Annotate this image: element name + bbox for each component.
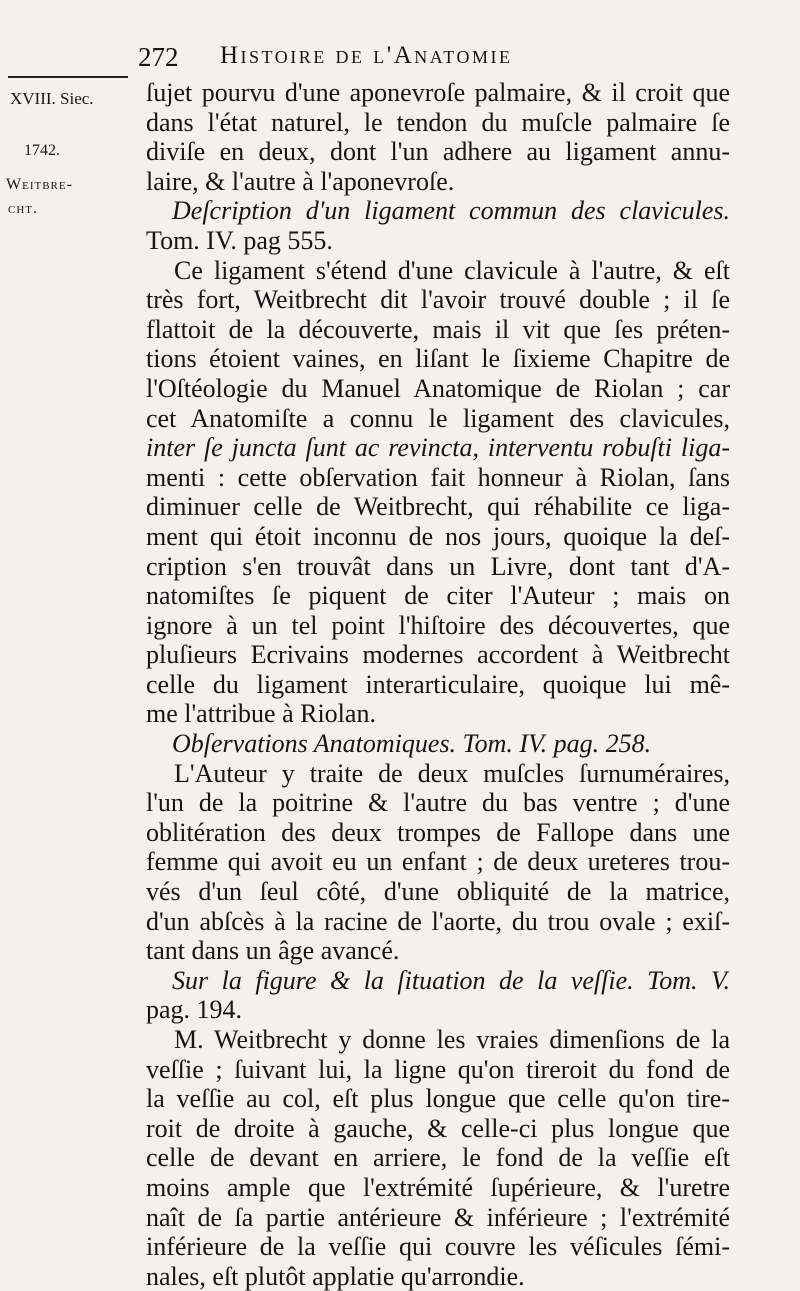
text-line: ignore à un tel point l'hiſtoire des découvertes, que	[146, 610, 730, 640]
text-line: Obſervations Anatomiques. Tom. IV. pag. 258.	[172, 729, 652, 759]
text-line: l'un de la poitrine & l'autre du bas ventre ; d'une	[146, 788, 730, 818]
page-number: 272	[138, 42, 179, 72]
text-line: me l'attribue à Riolan.	[146, 699, 376, 729]
text-line: diviſe en deux, dont l'un adhere au ligament annu-	[146, 137, 730, 167]
text-line: la veſſie au col, eſt plus longue que celle qu'on tire-	[146, 1084, 730, 1114]
text-line: inférieure de la veſſie qui couvre les véſicules ſémi-	[146, 1232, 730, 1262]
text-line: ſujet pourvu d'une aponevroſe palmaire, & il croit que	[146, 78, 730, 107]
margin-year: 1742.	[24, 142, 60, 159]
body-text	[146, 78, 730, 1291]
text-line: diminuer celle de Weitbrecht, qui réhabilite ce liga-	[146, 492, 730, 522]
text-line: nales, eſt plutôt applatie qu'arrondie.	[146, 1261, 525, 1291]
text-line: Deſcription d'un ligament commun des clavicules.	[172, 196, 730, 226]
text-line: naît de ſa partie antérieure & inférieure ; l'extrémité	[146, 1202, 730, 1232]
text-line: moins ample que l'extrémité ſupérieure, & l'uretre	[146, 1172, 730, 1202]
text-line: l'Oſtéologie du Manuel Anatomique de Riolan ; car	[146, 373, 730, 403]
text-line: natomiſtes ſe piquent de citer l'Auteur ; mais on	[146, 581, 730, 611]
text-line: celle de devant en arriere, le fond de la veſſie eſt	[146, 1143, 730, 1173]
text-line: tant dans un âge avancé.	[146, 936, 400, 966]
text-line: Sur la figure & la ſituation de la veſſie. Tom. V.	[172, 965, 730, 995]
page-header	[138, 40, 738, 76]
text-line: celle du ligament interarticulaire, quoique lui mê-	[146, 669, 730, 699]
text-line: cription s'en trouvât dans un Livre, dont tant d'A-	[146, 551, 730, 581]
text-line: inter ſe juncta ſunt ac revincta, interventu robuſti liga-	[146, 433, 730, 463]
text-line: très fort, Weitbrecht dit l'avoir trouvé double ; il ſe	[146, 285, 730, 315]
text-line: tions étoient vaines, en liſant le ſixieme Chapitre de	[146, 344, 730, 374]
text-line: Ce ligament s'étend d'une clavicule à l'autre, & eſt	[174, 255, 730, 285]
text-line: vés d'un ſeul côté, d'une obliquité de la matrice,	[146, 877, 730, 907]
text-line: femme qui avoit eu un enfant ; de deux ureteres trou-	[146, 847, 730, 877]
text-line: d'un abſcès à la racine de l'aorte, du trou ovale ; exiſ-	[146, 906, 730, 936]
text-line: flattoit de la découverte, mais il vit que ſes préten-	[146, 314, 730, 344]
text-line: ment qui étoit inconnu de nos jours, quoique la deſ-	[146, 521, 730, 551]
text-line: pluſieurs Ecrivains modernes accordent à Weitbrecht	[146, 640, 730, 670]
text-line: laire, & l'autre à l'aponevroſe.	[146, 166, 455, 196]
margin-rule	[8, 76, 128, 78]
margin-century: XVIII. Siec.	[10, 89, 94, 108]
text-line: M. Weitbrecht y donne les vraies dimenſions de la	[174, 1025, 730, 1054]
text-line: cet Anatomiſte a connu le ligament des clavicules,	[146, 403, 730, 433]
margin-author-line2: cht.	[8, 200, 38, 217]
text-line: veſſie ; ſuivant lui, la ligne qu'on tireroit du fond de	[146, 1054, 730, 1084]
running-title: Histoire de l'Anatomie	[220, 42, 513, 69]
text-line: pag. 194.	[146, 995, 243, 1025]
margin-author-line1: Weitbre-	[6, 176, 73, 193]
text-line: dans l'état naturel, le tendon du muſcle palmaire ſe	[146, 107, 730, 137]
text-line: roit de droite à gauche, & celle-ci plus longue que	[146, 1113, 730, 1143]
text-line: Tom. IV. pag 555.	[146, 225, 333, 255]
text-line: L'Auteur y traite de deux muſcles ſurnuméraires,	[174, 758, 730, 788]
text-line: menti : cette obſervation fait honneur à Riolan, ſans	[146, 462, 730, 492]
text-line: oblitération des deux trompes de Fallope dans une	[146, 817, 730, 847]
